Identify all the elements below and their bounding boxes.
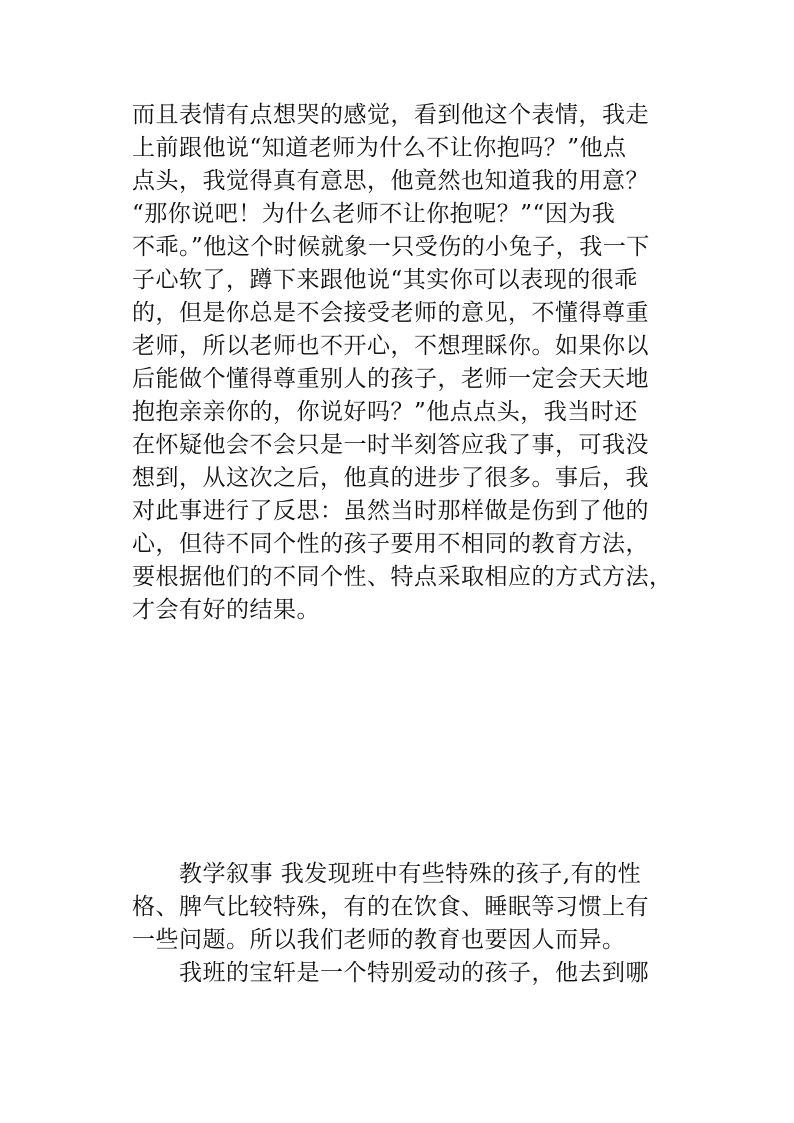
text-line: 而且表情有点想哭的感觉，看到他这个表情，我走: [132, 102, 649, 128]
paragraph-reflection: [132, 99, 672, 627]
text-line: 才会有好的结果。: [132, 597, 320, 623]
text-line: 不乖。”他这个时候就象一只受伤的小兔子，我一下: [132, 234, 650, 260]
text-line: “那你说吧！为什么老师不让你抱呢？”“因为我: [132, 201, 616, 227]
text-line: 的，但是你总是不会接受老师的意见，不懂得尊重: [132, 300, 649, 326]
text-line: 我班的宝轩是一个特别爱动的孩子，他去到哪: [132, 960, 649, 986]
text-line: 一些问题。所以我们老师的教育也要因人而异。: [132, 927, 626, 953]
text-line: 上前跟他说“知道老师为什么不让你抱吗？”他点: [132, 135, 627, 161]
text-line: 在怀疑他会不会只是一时半刻答应我了事，可我没: [132, 432, 649, 458]
text-line: 后能做个懂得尊重别人的孩子，老师一定会天天地: [132, 366, 649, 392]
text-line: 想到，从这次之后，他真的进步了很多。事后，我: [132, 465, 649, 491]
paragraph-teaching-narrative: [132, 858, 672, 990]
text-line: 教学叙事 我发现班中有些特殊的孩子,有的性: [132, 861, 642, 887]
text-line: 对此事进行了反思：虽然当时那样做是伤到了他的: [132, 498, 649, 524]
text-line: 格、脾气比较特殊，有的在饮食、睡眠等习惯上有: [132, 894, 649, 920]
text-line: 点头，我觉得真有意思，他竟然也知道我的用意？: [132, 168, 649, 194]
text-line: 抱抱亲亲你的，你说好吗？”他点点头，我当时还: [132, 399, 638, 425]
text-line: 老师，所以老师也不开心，不想理睬你。如果你以: [132, 333, 649, 359]
text-line: 要根据他们的不同个性、特点采取相应的方式方法，: [132, 564, 673, 590]
text-line: 心，但待不同个性的孩子要用不相同的教育方法，: [132, 531, 649, 557]
text-line: 子心软了，蹲下来跟他说“其实你可以表现的很乖: [132, 267, 638, 293]
